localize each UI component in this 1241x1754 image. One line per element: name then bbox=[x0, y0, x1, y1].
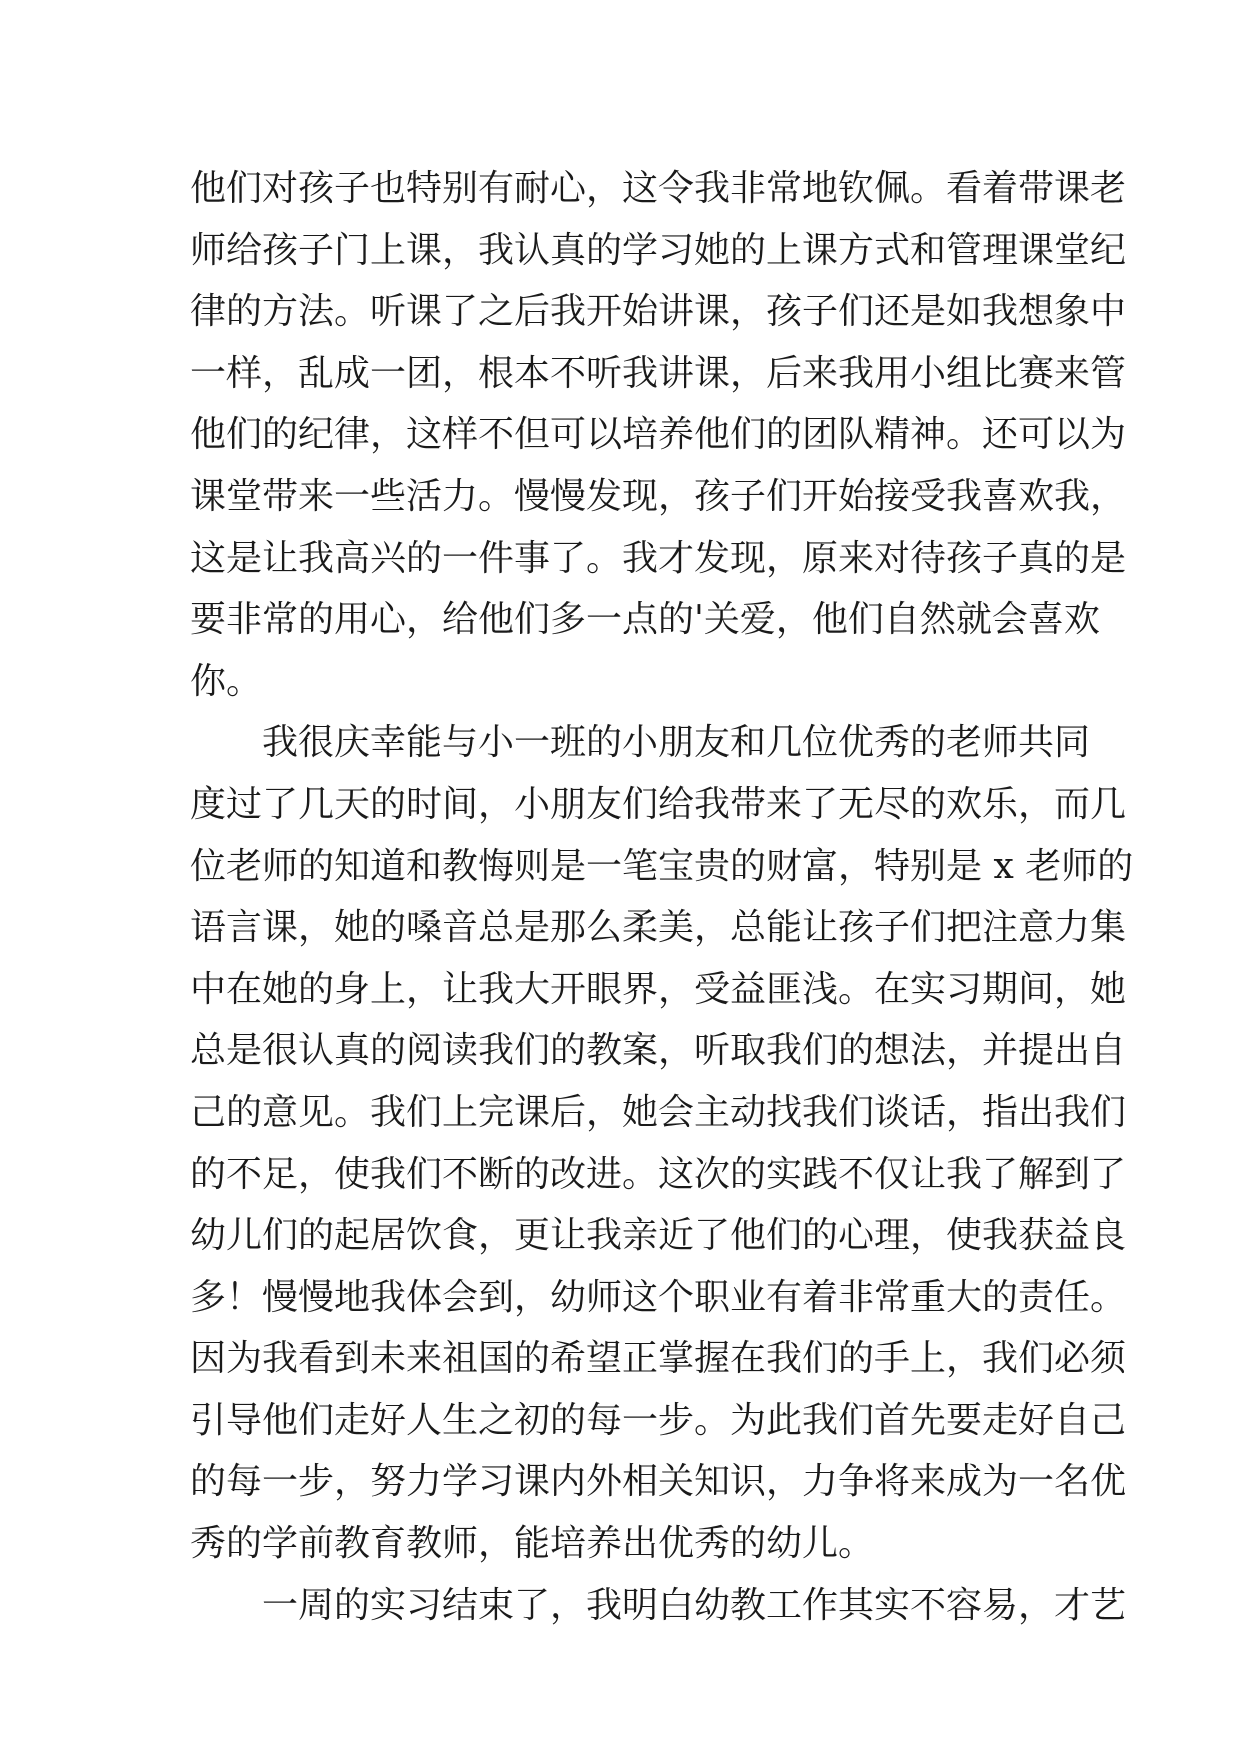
text-line: 多！慢慢地我体会到，幼师这个职业有着非常重大的责任。 bbox=[190, 1276, 1127, 1318]
text-line: 课堂带来一些活力。慢慢发现，孩子们开始接受我喜欢我， bbox=[190, 475, 1127, 517]
text-line: 的不足，使我们不断的改进。这次的实践不仅让我了解到了 bbox=[190, 1153, 1127, 1195]
paragraph-first-line: 一周的实习结束了，我明白幼教工作其实不容易，才艺 bbox=[262, 1584, 1127, 1626]
text-line: 位老师的知道和教悔则是一笔宝贵的财富，特别是 x 老师的 bbox=[190, 845, 1134, 887]
text-line: 一样，乱成一团，根本不听我讲课，后来我用小组比赛来管 bbox=[190, 352, 1127, 394]
text-line: 律的方法。听课了之后我开始讲课，孩子们还是如我想象中 bbox=[190, 291, 1127, 333]
text-line: 师给孩子门上课，我认真的学习她的上课方式和管理课堂纪 bbox=[190, 229, 1127, 271]
text-line: 这是让我高兴的一件事了。我才发现，原来对待孩子真的是 bbox=[190, 537, 1127, 579]
text-line: 己的意见。我们上完课后，她会主动找我们谈话，指出我们 bbox=[190, 1091, 1127, 1133]
text-line: 的每一步，努力学习课内外相关知识，力争将来成为一名优 bbox=[190, 1461, 1127, 1503]
text-line: 幼儿们的起居饮食，更让我亲近了他们的心理，使我获益良 bbox=[190, 1215, 1127, 1257]
text-line: 中在她的身上，让我大开眼界，受益匪浅。在实习期间，她 bbox=[190, 968, 1127, 1010]
text-line: 他们的纪律，这样不但可以培养他们的团队精神。还可以为 bbox=[190, 414, 1127, 456]
text-line: 他们对孩子也特别有耐心，这令我非常地钦佩。看着带课老 bbox=[190, 168, 1127, 209]
text-line: 引导他们走好人生之初的每一步。为此我们首先要走好自己 bbox=[190, 1399, 1127, 1441]
text-line: 总是很认真的阅读我们的教案，听取我们的想法，并提出自 bbox=[190, 1030, 1127, 1072]
paragraph-first-line: 我很庆幸能与小一班的小朋友和几位优秀的老师共同 bbox=[262, 722, 1091, 764]
text-line: 你。 bbox=[190, 660, 263, 702]
body-text bbox=[190, 158, 1134, 1636]
text-line: 度过了几天的时间，小朋友们给我带来了无尽的欢乐，而几 bbox=[190, 783, 1127, 825]
text-line: 语言课，她的嗓音总是那么柔美，总能让孩子们把注意力集 bbox=[190, 907, 1127, 949]
text-line: 因为我看到未来祖国的希望正掌握在我们的手上，我们必须 bbox=[190, 1338, 1127, 1380]
text-line: 秀的学前教育教师，能培养出优秀的幼儿。 bbox=[190, 1523, 875, 1565]
text-line: 要非常的用心，给他们多一点的'关爱，他们自然就会喜欢 bbox=[190, 599, 1100, 641]
